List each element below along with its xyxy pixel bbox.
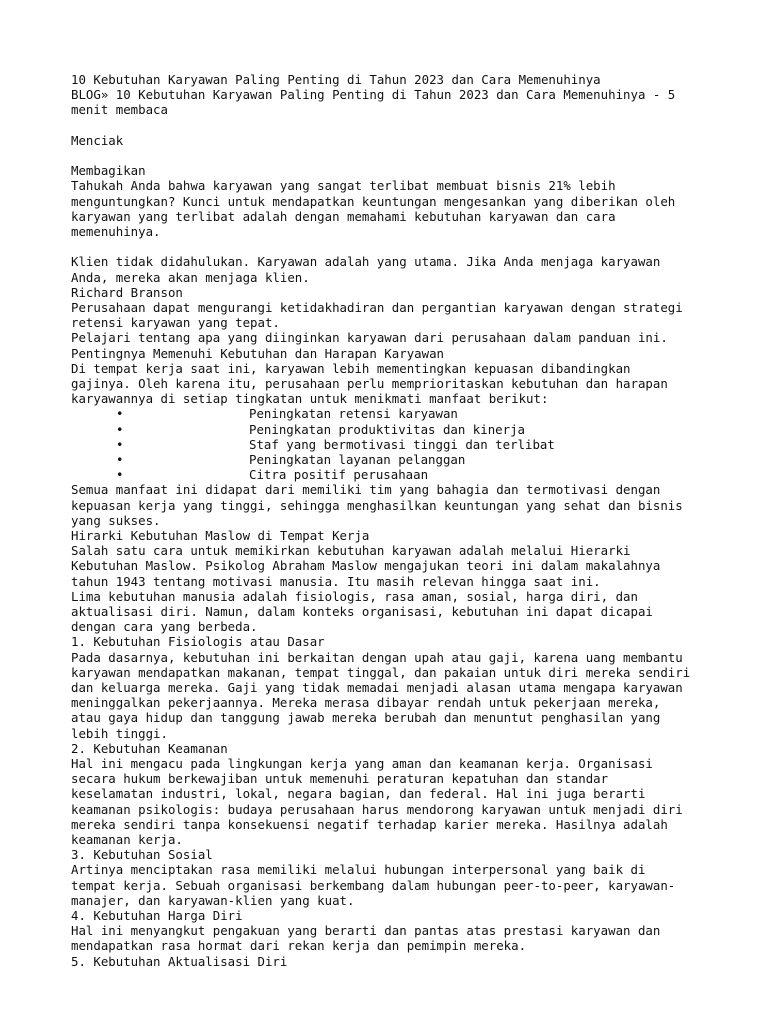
paragraph-line: secara hukum berkewajiban untuk memenuhi peraturan kepatuhan dan standar	[71, 771, 609, 787]
reading-time: menit membaca	[71, 102, 168, 118]
list-item-text: Peningkatan retensi karyawan	[249, 406, 458, 422]
list-item	[71, 467, 701, 482]
paragraph-line: Perusahaan dapat mengurangi ketidakhadiran dan pergantian karyawan dengan strategi	[71, 300, 683, 316]
quote-author: Richard Branson	[71, 284, 183, 300]
paragraph-line: tempat kerja. Sebuah organisasi berkembang dalam hubungan peer-to-peer, karyawan-	[71, 877, 676, 893]
list-item	[71, 452, 701, 467]
list-item-text: Citra positif perusahaan	[249, 467, 429, 483]
bullet: •	[116, 467, 124, 483]
bullet: •	[116, 452, 124, 468]
paragraph-line: karyawannya di setiap tingkatan untuk menikmati manfaat berikut:	[71, 391, 549, 407]
section-heading: Pentingnya Memenuhi Kebutuhan dan Harapan Karyawan	[71, 345, 444, 361]
placeholder-glyph	[71, 239, 701, 254]
subsection-heading: 4. Kebutuhan Harga Diri	[71, 908, 243, 924]
paragraph-line: Artinya menciptakan rasa memiliki melalui hubungan interpersonal yang baik di	[71, 862, 646, 878]
document-page	[71, 72, 701, 969]
subsection-heading: 3. Kebutuhan Sosial	[71, 847, 213, 863]
benefits-list	[71, 406, 701, 482]
paragraph-line: Pada dasarnya, kebutuhan ini berkaitan dengan upah atau gaji, karena uang membantu	[71, 649, 683, 665]
paragraph-line: Hal ini menyangkut pengakuan yang berarti dan pantas atas prestasi karyawan dan	[71, 923, 661, 939]
paragraph-line: keamanan kerja.	[71, 832, 183, 848]
blank-line	[71, 148, 701, 163]
paragraph-line: Semua manfaat ini didapat dari memiliki tim yang bahagia dan termotivasi dengan	[71, 482, 661, 498]
paragraph-line: dengan cara yang berbeda.	[71, 619, 258, 635]
bullet: •	[116, 421, 124, 437]
section-heading: Hirarki Kebutuhan Maslow di Tempat Kerja	[71, 528, 370, 543]
bullet: •	[116, 406, 124, 422]
paragraph-line: Hal ini mengacu pada lingkungan kerja yang aman dan keamanan kerja. Organisasi	[71, 756, 653, 772]
quote-line: Anda, mereka akan menjaga klien.	[71, 269, 310, 285]
quote-line: Klien tidak didahulukan. Karyawan adalah yang utama. Jika Anda menjaga karyawan	[71, 254, 661, 270]
paragraph-line: mereka sendiri tanpa konsekuensi negatif terhadap karier mereka. Hasilnya adalah	[71, 816, 668, 832]
paragraph-line: tahun 1943 tentang motivasi manusia. Itu masih relevan hingga saat ini.	[71, 573, 601, 589]
paragraph-line: lebih tinggi.	[71, 725, 168, 741]
paragraph-line: retensi karyawan yang tepat.	[71, 315, 280, 331]
subsection-heading: 1. Kebutuhan Fisiologis atau Dasar	[71, 634, 325, 650]
share-label: Membagikan	[71, 163, 146, 179]
intro-line: karyawan yang terlibat adalah dengan memahami kebutuhan karyawan dan cara	[71, 208, 616, 224]
paragraph-line: manajer, dan karyawan-klien yang kuat.	[71, 892, 355, 908]
list-item	[71, 422, 701, 437]
paragraph-line: karyawan mendapatkan makanan, tempat tinggal, dan pakaian untuk diri mereka sendiri	[71, 664, 691, 680]
bullet: •	[116, 436, 124, 452]
paragraph-line: Kebutuhan Maslow. Psikolog Abraham Maslow mengajukan teori ini dalam makalahnya	[71, 558, 661, 574]
placeholder-glyph	[71, 118, 701, 133]
paragraph-line: kepuasan kerja yang tinggi, sehingga menghasilkan keuntungan yang sehat dan bisnis	[71, 497, 683, 513]
paragraph-line: aktualisasi diri. Namun, dalam konteks organisasi, kebutuhan ini dapat dicapai	[71, 604, 653, 620]
list-item-text: Staf yang bermotivasi tinggi dan terlibat	[249, 436, 555, 452]
intro-line: Tahukah Anda bahwa karyawan yang sangat terlibat membuat bisnis 21% lebih	[71, 178, 616, 194]
tweet-label: Menciak	[71, 132, 124, 148]
breadcrumb-line: BLOG» 10 Kebutuhan Karyawan Paling Penting di Tahun 2023 dan Cara Memenuhinya - 5	[71, 87, 676, 103]
paragraph-line: keamanan psikologis: budaya perusahaan harus mendorong karyawan untuk menjadi diri	[71, 801, 683, 817]
paragraph-line: Salah satu cara untuk memikirkan kebutuhan karyawan adalah melalui Hierarki	[71, 543, 631, 559]
document-title: 10 Kebutuhan Karyawan Paling Penting di Tahun 2023 dan Cara Memenuhinya	[71, 72, 601, 87]
paragraph-line: gajinya. Oleh karena itu, perusahaan perlu memprioritaskan kebutuhan dan harapan	[71, 376, 668, 392]
paragraph-line: dan keluarga mereka. Gaji yang tidak memadai menjadi alasan utama mengapa karyawan	[71, 680, 683, 696]
paragraph-line: yang sukses.	[71, 512, 161, 528]
paragraph-line: keselamatan industri, lokal, negara bagian, dan federal. Hal ini juga berarti	[71, 786, 646, 802]
paragraph-line: mendapatkan rasa hormat dari rekan kerja dan pemimpin mereka.	[71, 938, 527, 954]
intro-line: menguntungkan? Kunci untuk mendapatkan keuntungan mengesankan yang diberikan oleh	[71, 193, 676, 209]
list-item	[71, 406, 701, 421]
subsection-heading: 5. Kebutuhan Aktualisasi Diri	[71, 953, 288, 969]
intro-line: memenuhinya.	[71, 224, 161, 240]
paragraph-line: Pelajari tentang apa yang diinginkan karyawan dari perusahaan dalam panduan ini.	[71, 330, 668, 346]
list-item	[71, 437, 701, 452]
paragraph-line: meninggalkan pekerjaannya. Mereka merasa dibayar rendah untuk pekerjaan mereka,	[71, 695, 661, 711]
list-item-text: Peningkatan layanan pelanggan	[249, 452, 466, 468]
subsection-heading: 2. Kebutuhan Keamanan	[71, 740, 228, 756]
paragraph-line: Di tempat kerja saat ini, karyawan lebih mementingkan kepuasan dibandingkan	[71, 360, 631, 376]
paragraph-line: Lima kebutuhan manusia adalah fisiologis, rasa aman, sosial, harga diri, dan	[71, 588, 638, 604]
list-item-text: Peningkatan produktivitas dan kinerja	[249, 421, 526, 437]
paragraph-line: atau gaya hidup dan tanggung jawab mereka berubah dan menuntut penghasilan yang	[71, 710, 661, 726]
